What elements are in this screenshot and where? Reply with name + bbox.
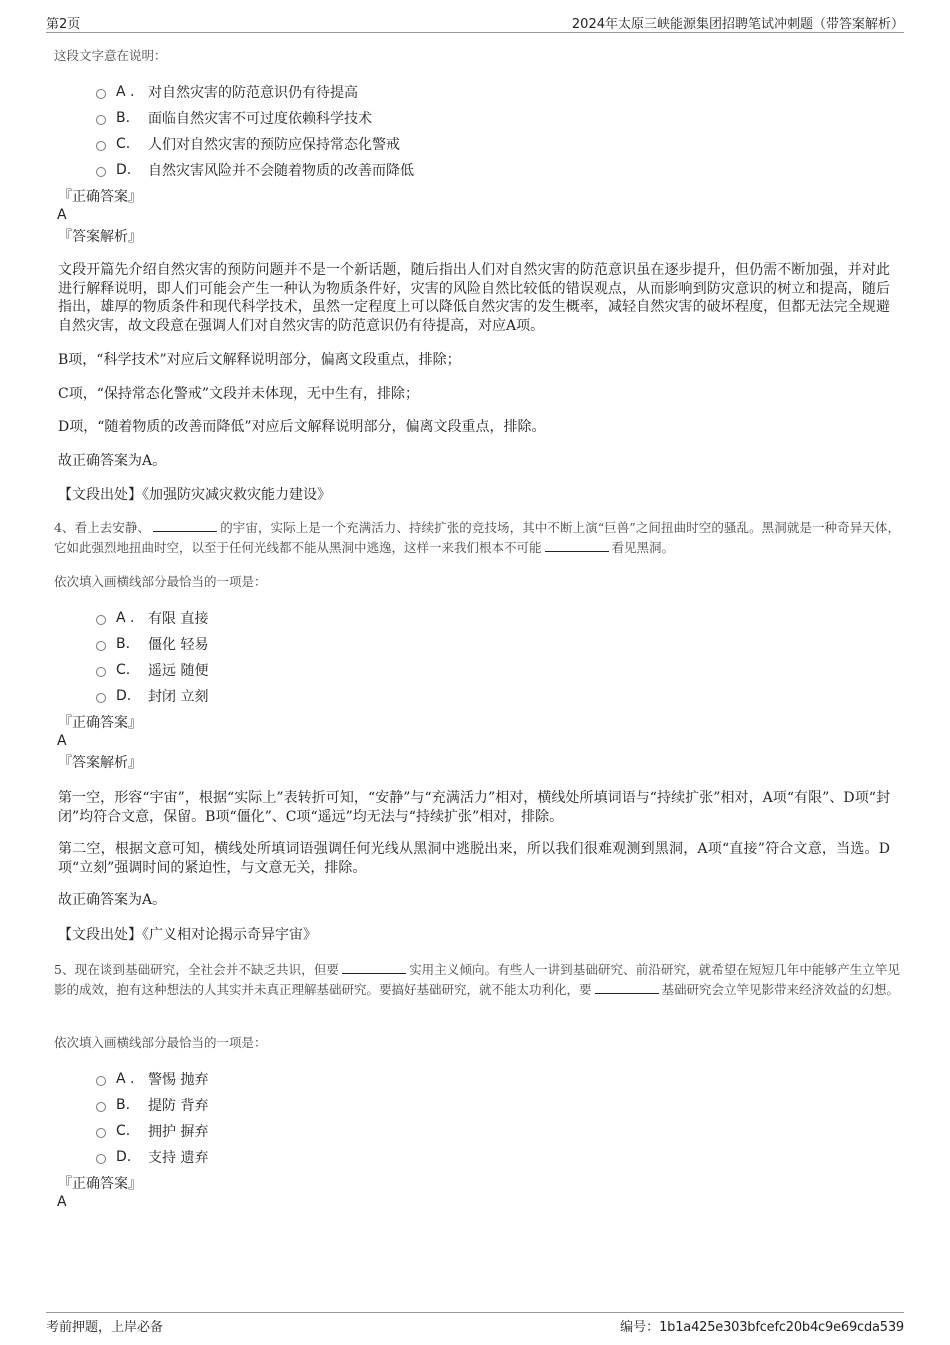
q3-stem-tail: 这段文字意在说明： [54,48,167,63]
blank-2 [545,539,609,552]
blank-1 [342,961,406,974]
radio-icon[interactable] [96,1128,106,1138]
radio-icon[interactable] [96,89,106,99]
radio-icon[interactable] [96,641,106,651]
radio-icon[interactable] [96,1154,106,1164]
q3-option-b[interactable]: B. 面临自然灾害不可过度依赖科学技术 [96,108,372,128]
q3-analysis-label: 『答案解析』 [58,229,142,245]
q3-analysis-conclusion: 故正确答案为A。 [58,453,167,469]
q3-correct-answer: A [57,207,67,223]
radio-icon[interactable] [96,141,106,151]
q4-correct-label: 『正确答案』 [58,715,142,731]
q5-correct-answer: A [57,1194,67,1210]
q4-stem: 4、看上去安静、 的宇宙，实际上是一个充满活力、持续扩张的竞技场，其中不断上演“巨兽”之间扭曲时空的骚乱。黑洞就是一种奇异天体，它如此强烈地扭曲时空，以至于任何光线都不能从黑洞中逃逸，这样一来我们根本不可能 看见黑洞。 [54,520,900,555]
q5-option-c[interactable]: C. 拥护 摒弃 [96,1121,208,1141]
radio-icon[interactable] [96,1076,106,1086]
q4-analysis-conclusion: 故正确答案为A。 [58,892,167,908]
q3-analysis-p4: D项，“随着物质的改善而降低”对应后文解释说明部分，偏离文段重点，排除。 [58,419,546,435]
radio-icon[interactable] [96,615,106,625]
q4-option-a[interactable]: A . 有限 直接 [96,608,208,628]
q4-analysis-p1: 第一空，形容“宇宙”，根据“实际上”表转折可知，“安静”与“充满活力”相对，横线处所填词语与“持续扩张”相对，A项“有限”、D项“封闭”均符合文意，保留。B项“僵化”、C项“遥远”均无法与“持续扩张”相对，排除。 [58,790,890,825]
q5-option-d[interactable]: D. 支持 遗弃 [96,1147,208,1167]
q3-analysis-p1: 文段开篇先介绍自然灾害的预防问题并不是一个新话题，随后指出人们对自然灾害的防范意识虽在逐步提升，但仍需不断加强，并对此进行解释说明，即人们可能会产生一种认为物质条件好，灾害的风险自然比较低的错误观点，从而影响到防灾意识的树立和提高，随后指出，雄厚的物质条件和现代科学技术，虽然一定程度上可以降低自然灾害的发生概率，减轻自然灾害的破坏程度，但都无法完全规避自然灾害，故文段意在强调人们对自然灾害的防范意识仍有待提高，对应A项。 [58,262,890,334]
q4-source: 【文段出处】《广义相对论揭示奇异宇宙》 [58,927,317,943]
q5-correct-label: 『正确答案』 [58,1176,142,1192]
q3-option-c[interactable]: C. 人们对自然灾害的预防应保持常态化警戒 [96,134,400,154]
q4-correct-answer: A [57,733,67,749]
radio-icon[interactable] [96,693,106,703]
footer-code: 编号：1b1a425e303bfcefc20b4c9e69cda539 [620,1320,904,1335]
q4-prompt: 依次填入画横线部分最恰当的一项是： [54,574,267,589]
page-number: 第2页 [46,17,81,32]
q3-source: 【文段出处】《加强防灾减灾救灾能力建设》 [58,487,331,503]
q3-option-a[interactable]: A . 对自然灾害的防范意识仍有待提高 [96,82,358,102]
q3-correct-label: 『正确答案』 [58,189,142,205]
q5-option-b[interactable]: B. 提防 背弃 [96,1095,208,1115]
q4-analysis-p2: 第二空，根据文意可知，横线处所填词语强调任何光线从黑洞中逃脱出来，所以我们很难观测到黑洞，A项“直接”符合文意，当选。D项“立刻”强调时间的紧迫性，与文意无关，排除。 [58,841,890,876]
document-title: 2024年太原三峡能源集团招聘笔试冲刺题（带答案解析） [571,17,904,32]
radio-icon[interactable] [96,167,106,177]
q5-option-a[interactable]: A . 警惕 抛弃 [96,1069,208,1089]
q4-option-b[interactable]: B. 僵化 轻易 [96,634,208,654]
q3-analysis-p2: B项，“科学技术”对应后文解释说明部分，偏离文段重点，排除； [58,352,461,368]
page-footer [46,1312,904,1343]
blank-1 [153,519,217,532]
q3-option-d[interactable]: D. 自然灾害风险并不会随着物质的改善而降低 [96,160,414,180]
radio-icon[interactable] [96,1102,106,1112]
page-header [46,0,904,33]
q4-analysis-label: 『答案解析』 [58,755,142,771]
footer-slogan: 考前押题，上岸必备 [46,1320,164,1335]
q4-option-c[interactable]: C. 遥远 随便 [96,660,208,680]
q5-prompt: 依次填入画横线部分最恰当的一项是： [54,1035,267,1050]
blank-2 [595,981,659,994]
q4-option-d[interactable]: D. 封闭 立刻 [96,686,208,706]
radio-icon[interactable] [96,667,106,677]
q5-stem: 5、现在谈到基础研究，全社会并不缺乏共识，但要 实用主义倾向。有些人一讲到基础研究、前沿研究，就希望在短短几年中能够产生立竿见影的成效，抱有这种想法的人其实并未真正理解基础研究。要搞好基础研究，就不能太功利化，要 基础研究会立竿见影带来经济效益的幻想。 [54,962,900,997]
q3-analysis-p3: C项，“保持常态化警戒”文段并未体现，无中生有，排除； [58,386,420,402]
radio-icon[interactable] [96,115,106,125]
